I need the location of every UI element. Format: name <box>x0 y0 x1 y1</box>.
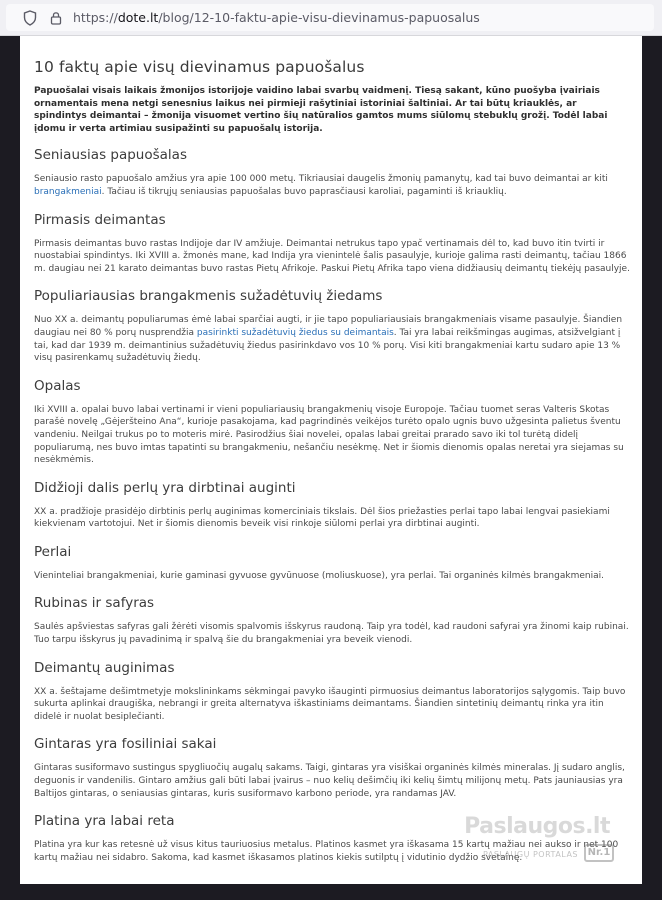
inline-link[interactable]: pasirinkti sužadėtuvių žiedus su deimantais <box>196 327 394 338</box>
section-heading: Perlai <box>34 543 72 560</box>
section-paragraph <box>34 570 630 583</box>
watermark-brand: Paslaugos.lt <box>464 814 610 839</box>
section-paragraph <box>34 404 630 467</box>
article-page <box>20 36 642 884</box>
inline-link[interactable]: brangakmeniai <box>34 186 102 197</box>
paragraph-text: Iki XVIII a. opalai buvo labai vertinami ir vieni populiariausių brangakmenių visoje Europoje. Tačiau tuomet seras Valteris Skotas parašė novelę „Gėjeršteino Ana“, kurioje pasakojama, kad pagrindinės veikėjos turėto opalo ugnis buvo užgesinta palietus šventu vandeniu. Neilgai trukus po to moteris mirė. Pasirodžius šiai novelei, opalas labai greitai prarado savo iki tol turėtą didelį populiarumą, nes buvo imtas tapatinti su brangakmeniu, nešančiu nesėkmę. Net ir šiomis dienomis opalas neretai yra siejamas su nesėkmėmis. <box>34 404 624 466</box>
paragraph-text: Seniausio rasto papuošalo amžius yra apie 100 000 metų. Tikriausiai daugelis žmonių pamanytų, kad tai buvo deimantai ar kiti <box>34 174 608 185</box>
section-paragraph <box>34 173 630 198</box>
section-paragraph <box>34 839 630 864</box>
paragraph-text: XX a. šeštajame dešimtmetyje mokslininkams sėkmingai pavyko išauginti pirmuosius deimantus laboratorijos sąlygomis. Taip buvo sukurta aplinkai draugiška, nebrangi ir greita alternatyva iškastiniams deimantams. Šiandien sintetinių deimantų rinka yra itin didelė ir nuolat besiplečianti. <box>34 686 626 722</box>
lock-icon[interactable] <box>50 10 62 26</box>
article-intro: Papuošalai visais laikais žmonijos istorijoje vaidino labai svarbų vaidmenį. Tiesą sakant, kūno puošyba įvairiais ornamentais mena netgi senesnius laikus nei pirmieji rašytiniai istoriniai šaltiniai. Ar tai būtų kriauklės, ar spindintys deimantai – žmonija visuomet vertino šių natūralios gamtos mums siūlomų stebuklų grožį. Todėl labai įdomu ir verta artimiau susipažinti su papuošalų istorija. <box>34 86 608 134</box>
paragraph-text: Nuo XX a. deimantų populiarumas ėmė labai sparčiai augti, ir jie tapo populiariausiais brangakmeniais visame pasaulyje. Šiandien daugiau nei 80 % porų nusprendžia <box>34 315 623 338</box>
section-heading: Populiariausias brangakmenis sužadėtuvių žiedams <box>34 288 383 305</box>
section-heading: Seniausias papuošalas <box>34 147 187 164</box>
section-heading: Rubinas ir safyras <box>34 595 155 612</box>
section-paragraph <box>34 686 630 724</box>
section-paragraph <box>34 621 630 646</box>
section-heading: Pirmasis deimantas <box>34 211 166 228</box>
paragraph-text: . Tai yra labai reikšmingas augimas, atsižvelgiant į tai, kad dar 1939 m. deimantinius sužadėtuvių žiedus pasirinkdavo vos 10 % porų. Visi kiti brangakmeniai kartu sudaro apie 13 % visų pasirenkamų sužadėtuvių žiedų. <box>34 327 621 364</box>
section-heading: Gintaras yra fosiliniai sakai <box>34 736 217 753</box>
paragraph-text: Gintaras susiformavo sustingus spygliuočių augalų sakams. Taigi, gintaras yra visiškai organinės kilmės mineralas. Jį sudaro anglis, deguonis ir vandenilis. Gintaro amžius gali būti labai įvairus – nuo kelių dešimčių iki kelių šimtų milijonų metų. Pats jauniausias yra Baltijos gintaras, o seniausias gintaras, kuris susiformavo karbono periode, yra randamas JAV. <box>34 763 625 799</box>
section-heading: Opalas <box>34 377 81 394</box>
paragraph-text: XX a. pradžioje prasidėjo dirbtinis perlų auginimas komerciniais tikslais. Dėl šios priežasties perlai tapo labai lengvai pasiekiami kiekvienam vartotojui. Net ir šiomis dienomis beveik visi rinkoje siūlomi perlai yra dirbtinai auginti. <box>34 506 610 530</box>
section-heading: Deimantų auginimas <box>34 659 175 676</box>
url-prefix: https:// <box>73 10 118 25</box>
watermark-badge: Nr.1 <box>584 844 614 862</box>
article-sections <box>34 147 630 864</box>
section-paragraph <box>34 762 630 800</box>
section-paragraph <box>34 314 630 364</box>
address-bar[interactable] <box>6 4 654 31</box>
paragraph-text: Platina yra kur kas retesnė už visus kitus tauriuosius metalus. Platinos kasmet yra iškasama 15 kartų mažiau nei aukso ir net 100 kartų mažiau nei sidabro. Sakoma, kad kasmet iškasamos platinos kiekis sutilptų į vidutinio dydžio svetainę. <box>34 840 619 863</box>
article-title: 10 faktų apie visų dievinamus papuošalus <box>34 58 365 76</box>
section-heading: Didžioji dalis perlų yra dirbtinai auginti <box>34 479 296 496</box>
shield-icon[interactable] <box>23 10 37 26</box>
section-paragraph <box>34 506 630 531</box>
browser-toolbar <box>0 0 662 36</box>
paragraph-text: Saulės apšviestas safyras gali žėrėti visomis spalvomis išskyrus raudoną. Taip yra todėl, kad raudoni safyrai yra žinomi kaip rubinai. Tuo tarpu išskyrus jų pavadinimą ir spalvą šie du brangakmeniai yra beveik vienodi. <box>34 622 629 646</box>
paragraph-text: Vieninteliai brangakmeniai, kurie gaminasi gyvuose gyvūnuose (moliuskuose), yra perlai. Tai organinės kilmės brangakmeniai. <box>34 570 604 581</box>
url-text[interactable] <box>73 10 480 25</box>
section-paragraph <box>34 238 630 276</box>
url-path: /blog/12-10-faktu-apie-visu-dievinamus-papuosalus <box>158 10 480 25</box>
watermark-subtitle: PASLAUGŲ PORTALAS <box>483 850 578 859</box>
article-content <box>34 58 630 877</box>
paragraph-text: . Tačiau iš tikrųjų seniausias papuošalas buvo paprasčiausi karoliai, pagaminti iš kriauklių. <box>101 186 507 197</box>
url-host: dote.lt <box>117 10 159 25</box>
section-heading: Platina yra labai reta <box>34 813 175 830</box>
paragraph-text: Pirmasis deimantas buvo rastas Indijoje dar IV amžiuje. Deimantai netrukus tapo ypač vertinamais dėl to, kad buvo itin tvirti ir nuostabiai spindintys. Iki XVIII a. žmonės mane, kad Indija yra vienintelė šalis pasaulyje, kurioje galima rasti deimantų, tačiau 1866 m. daugiau nei 21 karato deimantas buvo rastas Pietų Afrikoje. Paskui Pietų Afrika tapo viena didžiausių deimantų tiekėjų pasaulyje. <box>34 238 630 274</box>
